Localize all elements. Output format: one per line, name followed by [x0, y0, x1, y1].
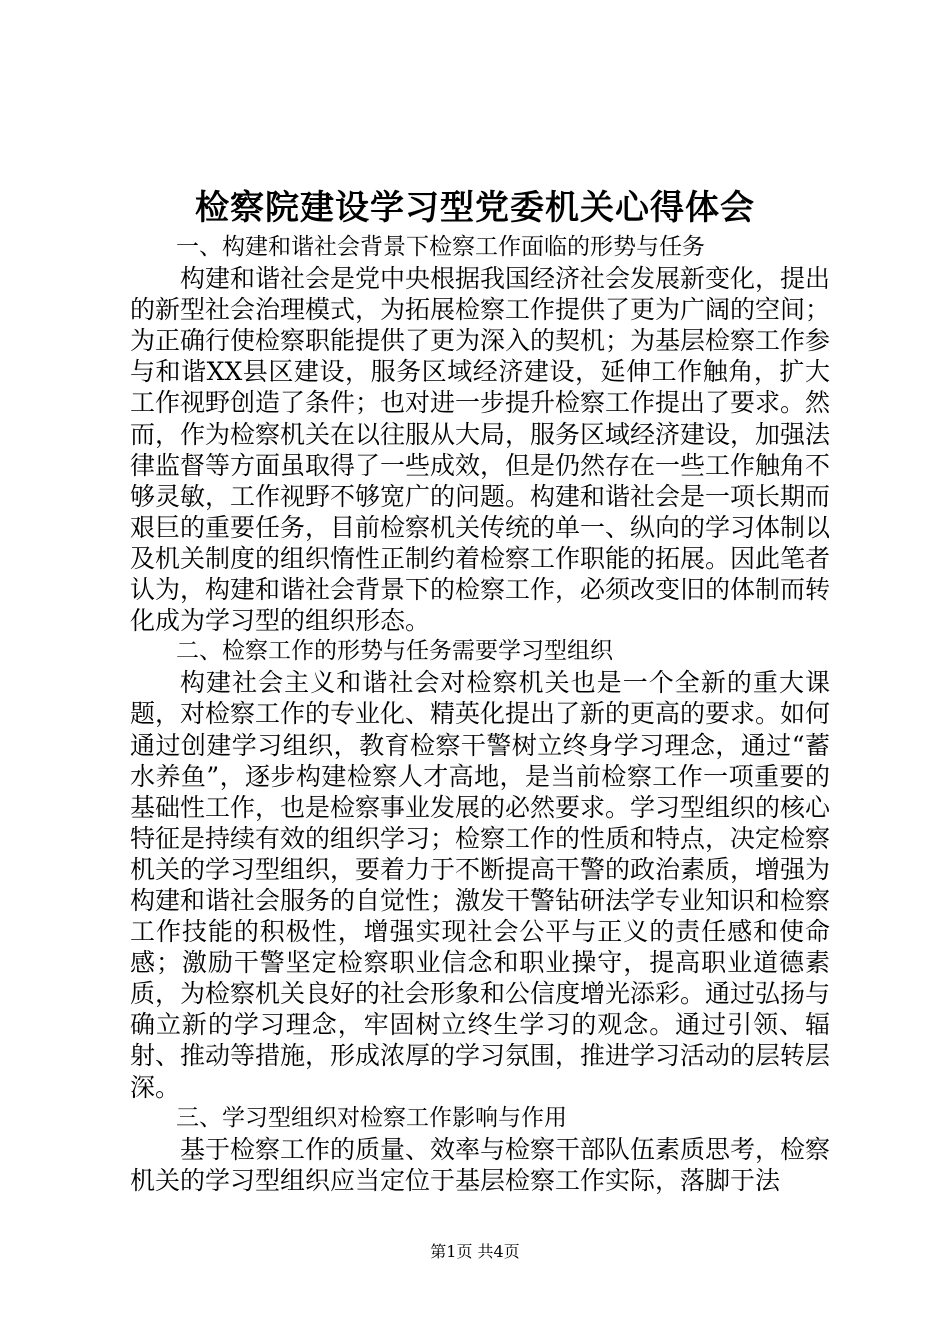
section-paragraph-2: 构建社会主义和谐社会对检察机关也是一个全新的重大课题，对检察工作的专业化、精英化提出了新的更高的要求。如何通过创建学习组织，教育检察干警树立终身学习理念，通过“蓄水养鱼”，逐步构建检察人才高地，是当前检察工作一项重要的基础性工作，也是检察事业发展的必然要求。学习型组织的核心特征是持续有效的组织学习；检察工作的性质和特点，决定检察机关的学习型组织，要着力于不断提高干警的政治素质，增强为构建和谐社会服务的自觉性；激发干警钻研法学专业知识和检察工作技能的积极性，增强实现社会公平与正义的责任感和使命感；激励干警坚定检察职业信念和职业操守，提高职业道德素质，为检察机关良好的社会形象和公信度增光添彩。通过弘扬与确立新的学习理念，牢固树立终生学习的观念。通过引领、辐射、推动等措施，形成浓厚的学习氛围，推进学习活动的层转层深。	[130, 668, 831, 1102]
document-body	[130, 232, 830, 1196]
section-paragraph-1: 构建和谐社会是党中央根据我国经济社会发展新变化，提出的新型社会治理模式，为拓展检察工作提供了更为广阔的空间；为正确行使检察职能提供了更为深入的契机；为基层检察工作参与和谐XX县区建设，服务区域经济建设，延伸工作触角，扩大工作视野创造了条件；也对进一步提升检察工作提出了要求。然而，作为检察机关在以往服从大局，服务区域经济建设，加强法律监督等方面虽取得了一些成效，但是仍然存在一些工作触角不够灵敏，工作视野不够宽广的问题。构建和谐社会是一项长期而艰巨的重要任务，目前检察机关传统的单一、纵向的学习体制以及机关制度的组织惰性正制约着检察工作职能的拓展。因此笔者认为，构建和谐社会背景下的检察工作，必须改变旧的体制而转化成为学习型的组织形态。	[130, 264, 831, 636]
section-paragraph-3: 基于检察工作的质量、效率与检察干部队伍素质思考，检察机关的学习型组织应当定位于基层检察工作实际，落脚于法	[130, 1134, 831, 1195]
section-heading-2: 二、检察工作的形势与任务需要学习型组织	[176, 638, 613, 665]
section-heading-1: 一、构建和谐社会背景下检察工作面临的形势与任务	[176, 234, 705, 260]
section-heading-3: 三、学习型组织对检察工作影响与作用	[176, 1104, 567, 1131]
page-footer: 第1页 共4页	[430, 1242, 520, 1261]
document-title: 检察院建设学习型党委机关心得体会	[195, 188, 755, 228]
